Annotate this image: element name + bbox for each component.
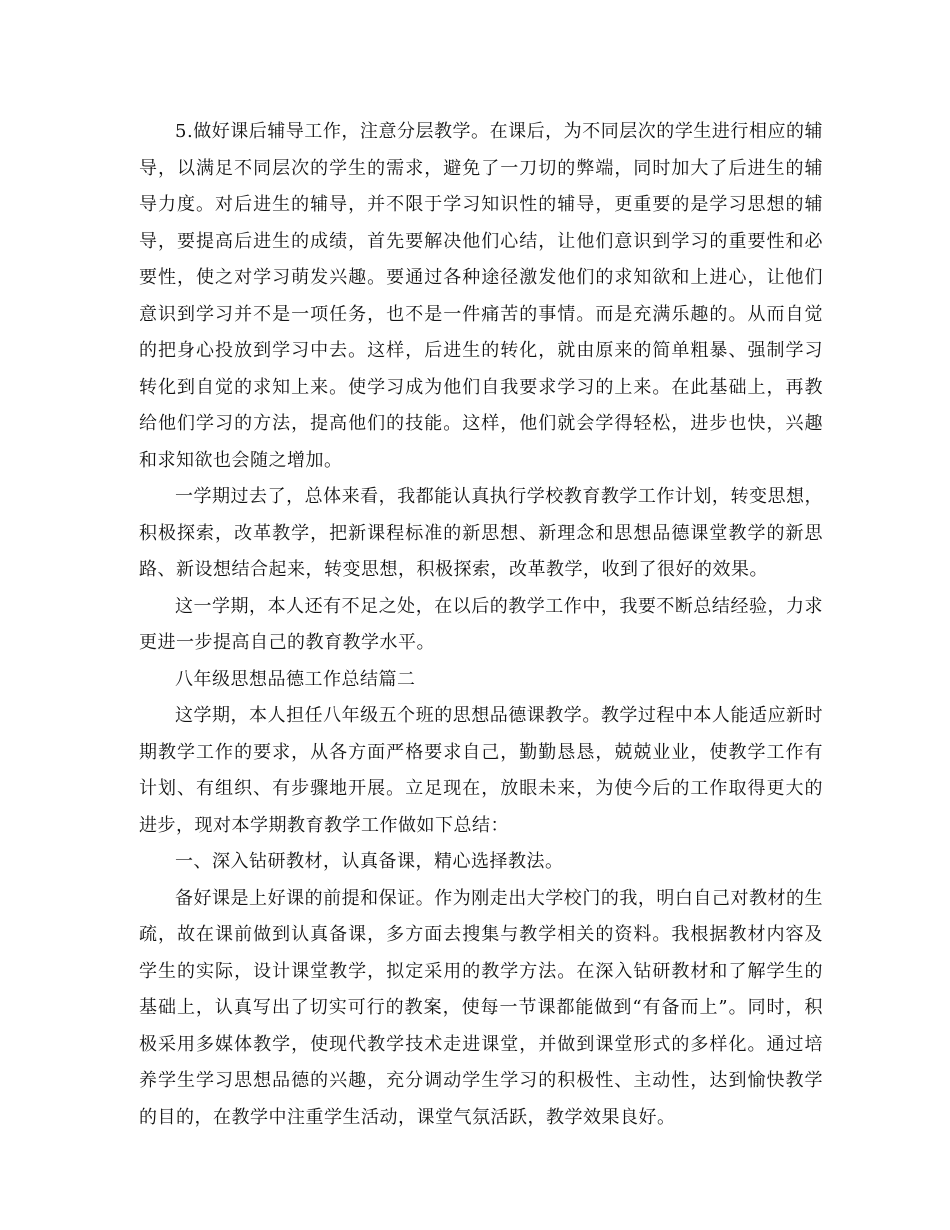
paragraph-shortcomings: 这一学期，本人还有不足之处，在以后的教学工作中，我要不断总结经验，力求更进一步提高自己的教育教学水平。	[139, 595, 823, 653]
paragraph-semester-summary: 一学期过去了，总体来看，我都能认真执行学校教育教学工作计划，转变思想，积极探索，改革教学，把新课程标准的新思想、新理念和思想品德课堂教学的新思路、新设想结合起来，转变思想，积极探索，改革教学，收到了很好的效果。	[139, 486, 823, 580]
paragraph-lesson-preparation: 备好课是上好课的前提和保证。作为刚走出大学校门的我，明白自己对教材的生疏，故在课前做到认真备课，多方面去搜集与教学相关的资料。我根据教材内容及学生的实际，设计课堂教学，拟定采用的教学方法。在深入钻研教材和了解学生的基础上，认真写出了切实可行的教案，使每一节课都能做到“有备而上”。同时，积极采用多媒体教学，使现代教学技术走进课堂，并做到课堂形式的多样化。通过培养学生学习思想品德的兴趣，充分调动学生学习的积极性、主动性，达到愉快教学的目的，在教学中注重学生活动，课堂气氛活跃，教学效果良好。	[139, 887, 823, 1128]
subsection-title: 一、深入钻研教材，认真备课，精心选择教法。	[175, 851, 564, 872]
section-title: 八年级思想品德工作总结篇二	[175, 668, 416, 690]
paragraph-tutoring: 5.做好课后辅导工作，注意分层教学。在课后，为不同层次的学生进行相应的辅导，以满足不同层次的学生的需求，避免了一刀切的弊端，同时加大了后进生的辅导力度。对后进生的辅导，并不限于学习知识性的辅导，更重要的是学习思想的辅导，要提高后进生的成绩，首先要解决他们心结，让他们意识到学习的重要性和必要性，使之对学习萌发兴趣。要通过各种途径激发他们的求知欲和上进心，让他们意识到学习并不是一项任务，也不是一件痛苦的事情。而是充满乐趣的。从而自觉的把身心投放到学习中去。这样，后进生的转化，就由原来的简单粗暴、强制学习转化到自觉的求知上来。使学习成为他们自我要求学习的上来。在此基础上，再教给他们学习的方法，提高他们的技能。这样，他们就会学得轻松，进步也快，兴趣和求知欲也会随之增加。	[139, 121, 823, 471]
paragraph-introduction: 这学期，本人担任八年级五个班的思想品德课教学。教学过程中本人能适应新时期教学工作的要求，从各方面严格要求自己，勤勤恳恳，兢兢业业，使教学工作有计划、有组织、有步骤地开展。立足现在，放眼未来，为使今后的工作取得更大的进步，现对本学期教育教学工作做如下总结：	[139, 705, 823, 836]
document-body	[139, 114, 823, 1136]
